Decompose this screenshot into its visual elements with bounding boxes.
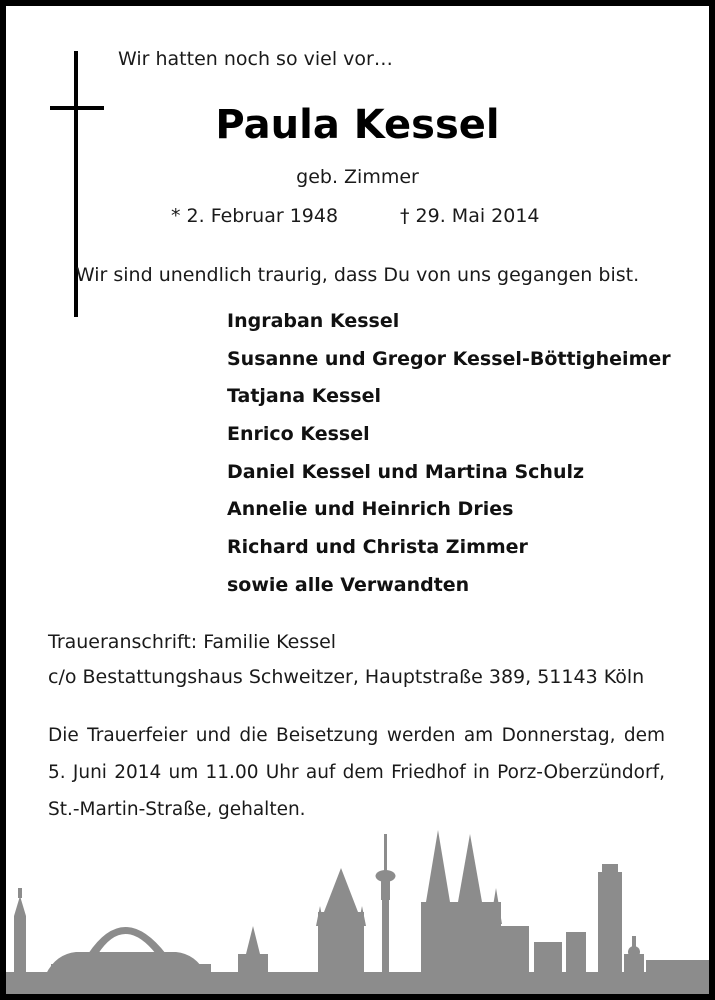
mourners-list [227,308,671,610]
address-line-1: Traueranschrift: Familie Kessel [48,631,337,653]
mourner-item: Daniel Kessel und Martina Schulz [227,460,585,483]
cologne-skyline-icon [6,814,709,1000]
ceremony-text: Die Trauerfeier und die Beisetzung werden am Donnerstag, dem 5. Juni 2014 um 11.00 Uhr auf dem Friedhof in Porz-Oberzündorf, St.-Martin-Straße, gehalten. [48,725,665,820]
mourner-item: Tatjana Kessel [227,385,382,408]
mourner-item: sowie alle Verwandten [227,573,470,596]
deceased-name: Paula Kessel [215,102,500,148]
address-line-2: c/o Bestattungshaus Schweitzer, Hauptstraße 389, 51143 Köln [48,666,645,688]
death-date: † 29. Mai 2014 [400,205,540,227]
maiden-name: geb. Zimmer [296,166,419,188]
mourner-item: Richard und Christa Zimmer [227,536,528,559]
sorrow-text: Wir sind unendlich traurig, dass Du von uns gegangen bist. [75,264,640,286]
intro-text: Wir hatten noch so viel vor… [118,48,393,70]
mourner-item: Enrico Kessel [227,423,370,446]
mourner-item: Annelie und Heinrich Dries [227,498,514,521]
mourner-item: Ingraban Kessel [227,310,400,332]
mourner-item: Susanne und Gregor Kessel-Böttigheimer [227,347,671,370]
birth-date: * 2. Februar 1948 [171,205,339,227]
